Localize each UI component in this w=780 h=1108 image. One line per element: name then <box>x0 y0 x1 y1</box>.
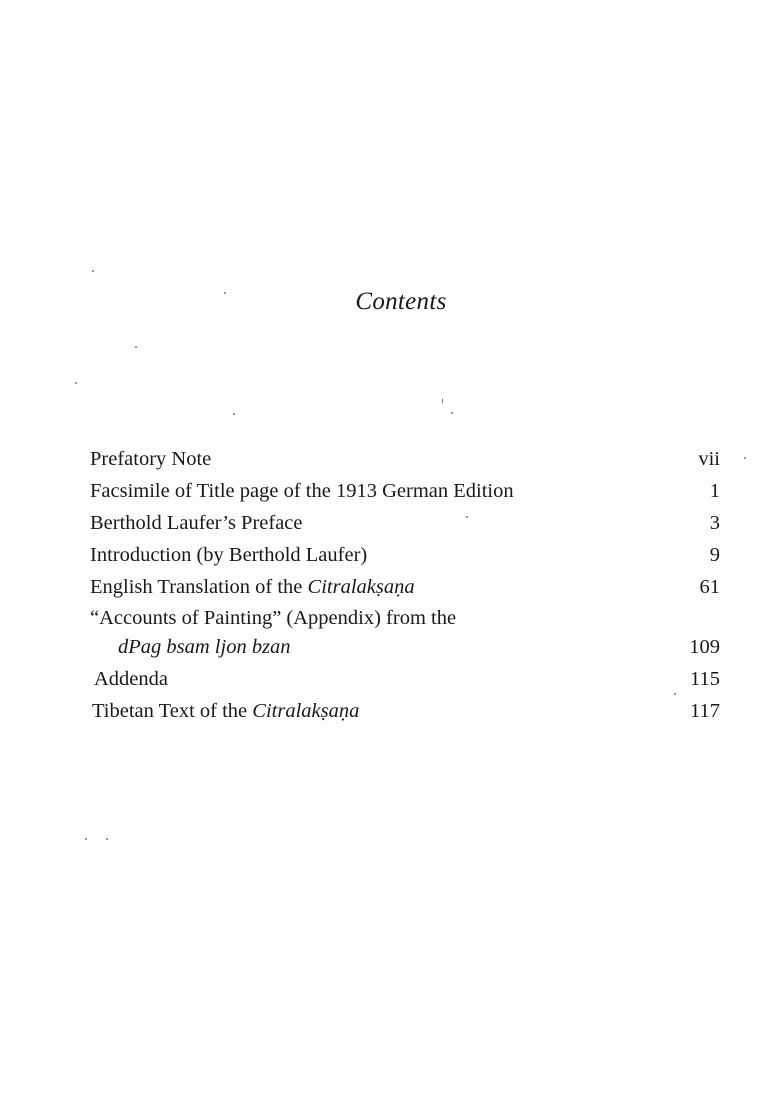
toc-entry-label-text: English Translation of the <box>90 576 308 598</box>
scan-speck <box>233 413 235 415</box>
scan-speck <box>135 346 137 348</box>
table-of-contents <box>90 443 730 727</box>
toc-entry-tibetan-text <box>90 695 730 727</box>
toc-entry-page: 115 <box>690 668 720 690</box>
page-title: Contents <box>355 288 447 315</box>
toc-entry-label: Berthold Laufer’s Preface <box>90 512 303 534</box>
toc-entry-accounts-of-painting <box>90 603 730 663</box>
toc-entry-label <box>90 571 415 603</box>
toc-entry-page: 61 <box>699 576 720 598</box>
toc-entry-label-italic: Citralakṣaṇa <box>307 576 415 598</box>
toc-entry-prefatory-note <box>90 443 730 475</box>
toc-entry-label: Prefatory Note <box>90 448 212 470</box>
toc-entry-english-translation <box>90 571 730 603</box>
scan-speck <box>92 270 94 272</box>
toc-entry-page: 117 <box>690 700 720 722</box>
scan-speck <box>75 382 77 384</box>
toc-entry-label-line2: dPag bsam ljon bzan <box>118 636 291 658</box>
scan-speck <box>85 838 87 840</box>
scan-speck <box>442 398 443 404</box>
toc-entry-label: Facsimile of Title page of the 1913 German Edition <box>90 480 514 502</box>
toc-entry-page: 9 <box>709 544 720 566</box>
toc-entry-addenda <box>90 663 730 695</box>
toc-entry-label: Addenda <box>94 668 169 690</box>
toc-entry-label <box>90 603 456 661</box>
scan-speck <box>106 838 108 840</box>
toc-entry-introduction <box>90 539 730 571</box>
toc-entry-label-italic: Citralakṣaṇa <box>252 700 360 722</box>
toc-entry-page: 3 <box>709 512 720 534</box>
toc-entry-label-line1: “Accounts of Painting” (Appendix) from the <box>90 607 457 629</box>
toc-entry-label <box>92 695 359 727</box>
scan-speck <box>744 457 746 459</box>
toc-entry-label: Introduction (by Berthold Laufer) <box>90 544 368 566</box>
toc-entry-preface <box>90 507 730 539</box>
toc-entry-page: 109 <box>689 636 720 658</box>
toc-entry-facsimile <box>90 475 730 507</box>
toc-entry-label-text: Tibetan Text of the <box>92 700 253 722</box>
toc-entry-page: 1 <box>709 480 720 502</box>
scan-speck <box>451 412 453 414</box>
toc-entry-page: vii <box>698 448 720 470</box>
